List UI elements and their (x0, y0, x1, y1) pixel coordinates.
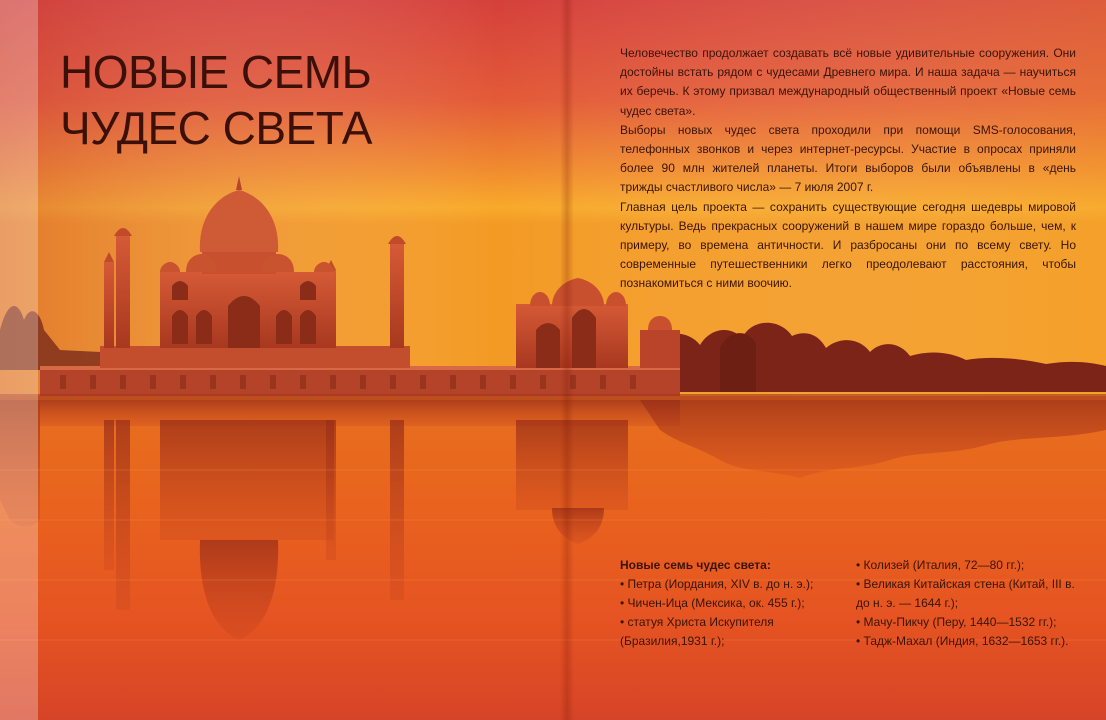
list-item: • Тадж-Махал (Индия, 1632—1653 гг.). (856, 634, 1069, 648)
list-item: • Петра (Иордания, XIV в. до н. э.); (620, 577, 814, 591)
page-title (60, 44, 480, 156)
list-item: • статуя Христа Искупителя (Бразилия,1931 г.); (620, 615, 774, 648)
article-paragraph-2: Выборы новых чудес света проходили при помощи SMS-голосования, телефонных звонков и через интернет-ресурсы. Участие в опросах приняли более 90 млн жителей планеты. Итоги выборов были объявлены в «день трижды счастливого числа» — 7 июля 2007 г. (620, 122, 1076, 195)
wonders-list-column-1 (620, 556, 848, 651)
article-paragraph-3: Главная цель проекта — сохранить существующие сегодня шедевры мировой культуры. Ведь прекрасных сооружений в нашем мире гораздо больше, чем, к примеру, во времена античности. И разбросаны они по всему свету. Но современные путешественники легко преодолевают расстояния, чтобы познакомиться с ними воочию. (620, 199, 1076, 291)
book-gutter (560, 0, 574, 720)
page-title-line-2: ЧУДЕС СВЕТА (60, 102, 372, 154)
list-item: • Великая Китайская стена (Китай, III в. до н. э. — 1644 г.); (856, 577, 1075, 610)
wonders-list-heading: Новые семь чудес света: (620, 558, 771, 572)
page-title-line-1: НОВЫЕ СЕМЬ (60, 46, 372, 98)
article-body (620, 44, 1076, 294)
list-item: • Колизей (Италия, 72—80 гг.); (856, 558, 1025, 572)
list-item: • Мачу-Пикчу (Перу, 1440—1532 гг.); (856, 615, 1057, 629)
article-paragraph-1: Человечество продолжает создавать всё новые удивительные сооружения. Они достойны встать рядом с чудесами Древнего мира. И наша задача — научиться их беречь. К этому призвал международный общественный проект «Новые семь чудес света». (620, 46, 1076, 118)
list-item: • Чичен-Ица (Мексика, ок. 455 г.); (620, 596, 805, 610)
wonders-list-column-2 (856, 556, 1082, 651)
page-edge-strip (0, 0, 38, 720)
